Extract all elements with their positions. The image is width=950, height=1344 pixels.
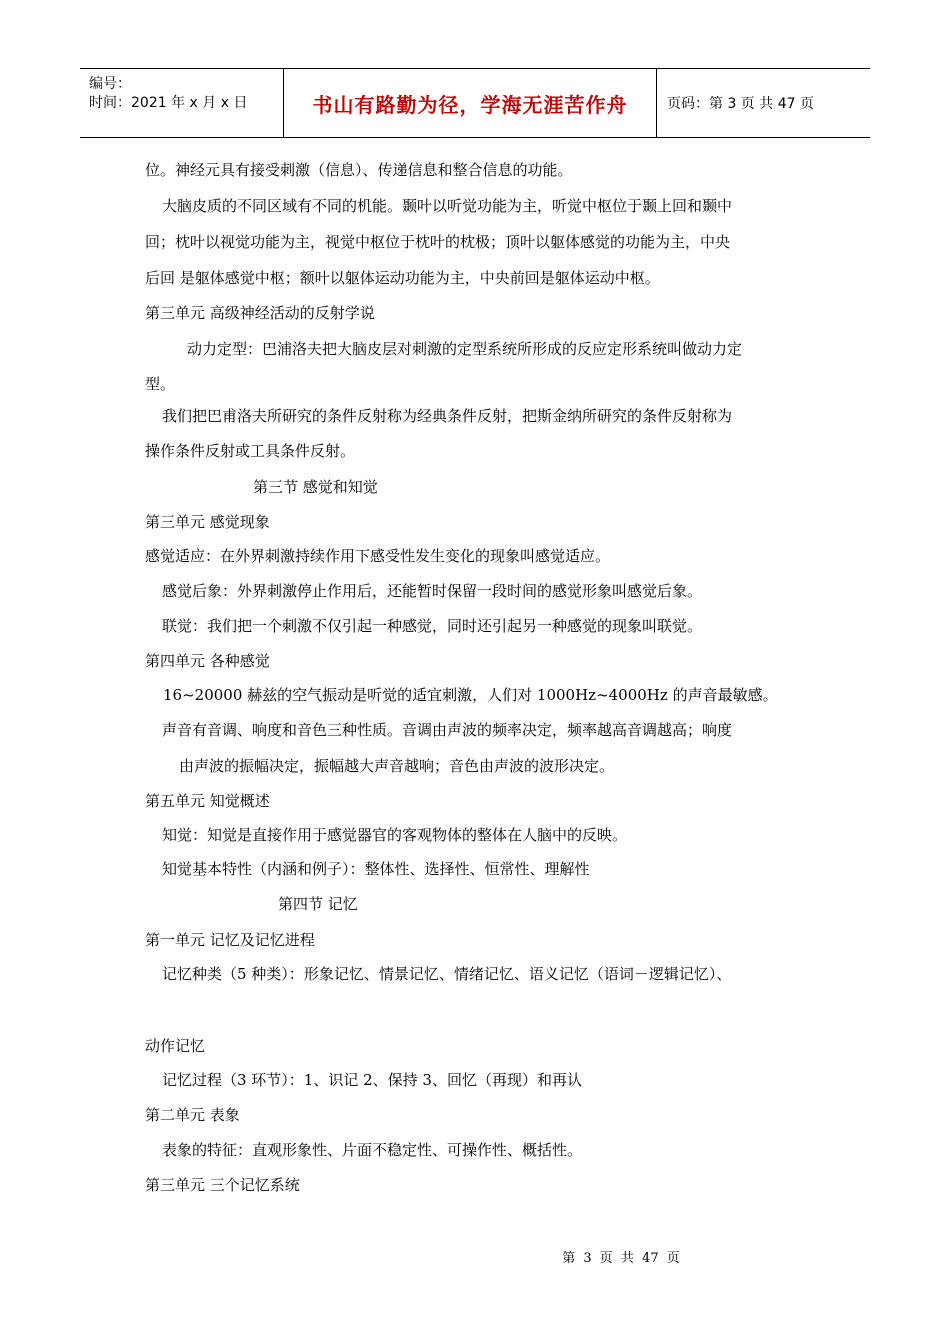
paragraph-line: 操作条件反射或工具条件反射。 xyxy=(145,442,356,460)
paragraph-line: 我们把巴甫洛夫所研究的条件反射称为经典条件反射，把斯金纳所研究的条件反射称为 xyxy=(162,407,733,425)
paragraph-line: 记忆种类（5 种类）：形象记忆、情景记忆、情绪记忆、语义记忆（语词－逻辑记忆）、 xyxy=(162,965,732,983)
unit-heading: 第二单元 表象 xyxy=(145,1106,240,1124)
document-date-label: 时间：2021 年 x 月 x 日 xyxy=(89,95,248,111)
paragraph-line: 记忆过程（3 环节）：1、识记 2、保持 3、回忆（再现）和再认 xyxy=(162,1071,582,1089)
unit-heading: 第五单元 知觉概述 xyxy=(145,792,270,810)
unit-heading: 第一单元 记忆及记忆进程 xyxy=(145,931,315,949)
paragraph-line: 位。神经元具有接受刺激（信息）、传递信息和整合信息的功能。 xyxy=(145,161,573,179)
paragraph-line: 感觉后象：外界刺激停止作用后，还能暂时保留一段时间的感觉形象叫感觉后象。 xyxy=(162,582,703,600)
header-page-info: 页码：第 3 页 共 47 页 xyxy=(667,96,814,112)
document-number-label: 编号： xyxy=(89,76,131,92)
header-info-cell xyxy=(80,69,284,137)
header-motto-cell xyxy=(284,69,657,137)
header-page-cell xyxy=(657,69,870,137)
paragraph-line: 表象的特征：直观形象性、片面不稳定性、可操作性、概括性。 xyxy=(162,1141,583,1159)
paragraph-line: 后回 是躯体感觉中枢；额叶以躯体运动功能为主，中央前回是躯体运动中枢。 xyxy=(145,269,660,287)
unit-heading: 第四单元 各种感觉 xyxy=(145,652,270,670)
footer-page-number: 第 3 页 共 47 页 xyxy=(562,1251,680,1266)
unit-heading: 第三单元 感觉现象 xyxy=(145,513,270,531)
unit-heading: 第三单元 三个记忆系统 xyxy=(145,1176,300,1194)
header-motto: 书山有路勤为径，学海无涯苦作舟 xyxy=(312,92,628,117)
page-header xyxy=(80,68,870,138)
paragraph-line: 16~20000 赫兹的空气振动是听觉的适宜刺激，人们对 1000Hz~4000Hz 的声音最敏感。 xyxy=(163,686,778,704)
paragraph-line: 回；枕叶以视觉功能为主，视觉中枢位于枕叶的枕极；顶叶以躯体感觉的功能为主，中央 xyxy=(145,233,731,251)
section-heading: 第三节 感觉和知觉 xyxy=(253,478,378,496)
paragraph-line: 感觉适应：在外界刺激持续作用下感受性发生变化的现象叫感觉适应。 xyxy=(145,547,611,565)
paragraph-line: 动作记忆 xyxy=(145,1037,206,1055)
page-footer xyxy=(0,1247,950,1266)
paragraph-line: 联觉：我们把一个刺激不仅引起一种感觉，同时还引起另一种感觉的现象叫联觉。 xyxy=(162,617,703,635)
paragraph-line: 大脑皮质的不同区域有不同的机能。颞叶以听觉功能为主，听觉中枢位于颞上回和颞中 xyxy=(162,197,733,215)
paragraph-line: 由声波的振幅决定，振幅越大声音越响；音色由声波的波形决定。 xyxy=(179,757,615,775)
paragraph-line: 型。 xyxy=(145,375,176,393)
paragraph-line: 声音有音调、响度和音色三种性质。音调由声波的频率决定，频率越高音调越高；响度 xyxy=(162,721,733,739)
section-heading: 第四节 记忆 xyxy=(278,895,358,913)
paragraph-line: 知觉：知觉是直接作用于感觉器官的客观物体的整体在人脑中的反映。 xyxy=(162,826,628,844)
paragraph-line: 动力定型：巴浦洛夫把大脑皮层对刺激的定型系统所形成的反应定形系统叫做动力定 xyxy=(187,340,743,358)
paragraph-line: 知觉基本特性（内涵和例子）：整体性、选择性、恒常性、理解性 xyxy=(162,860,590,878)
unit-heading: 第三单元 高级神经活动的反射学说 xyxy=(145,304,375,322)
